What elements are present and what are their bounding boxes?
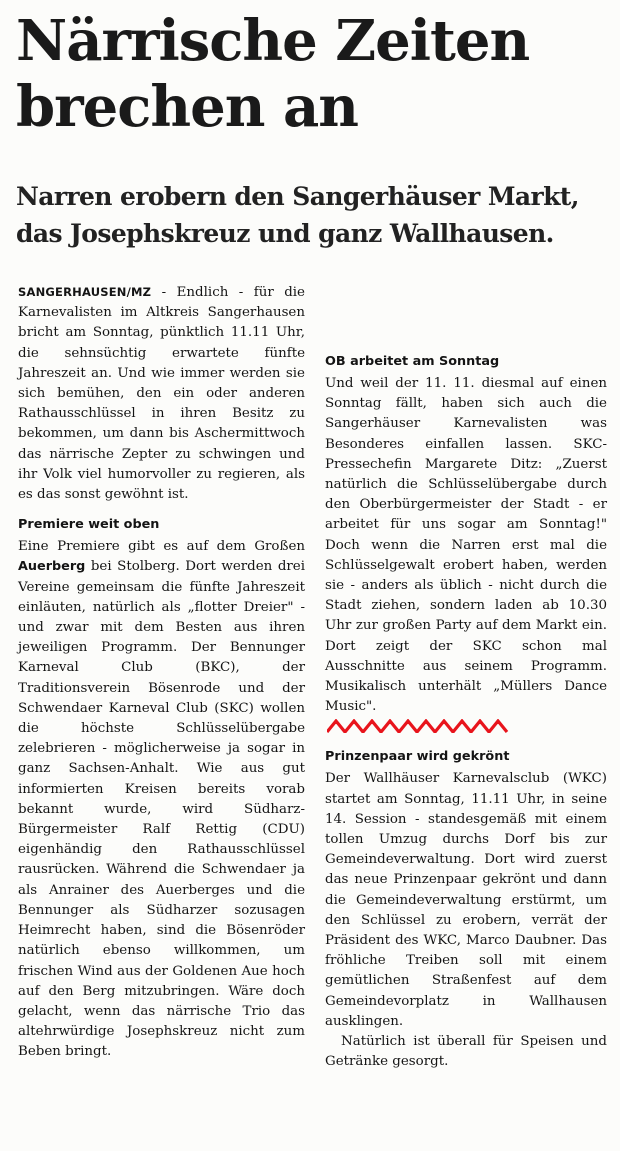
highlight-marker-row [325,717,607,737]
dateline: SANGERHAUSEN/MZ [18,285,152,299]
section-premiere-text-start: Eine Premiere gibt es auf dem Großen [18,539,305,555]
section-prinzenpaar-body: Der Wallhäuser Karnevalsclub (WKC) startet am Sonntag, 11.11 Uhr, in seine 14. Session - standesgemäß mit einem tollen Umzug durchs Dorf bis zur Gemeindeverwaltung. Dort wird zuerst das neue Prinzenpaar gekrönt und dann die Gemeindeverwaltung erstürmt, um den Schlüssel zu erobern, verrät der Präsident des WKC, Marco Daubner. Das fröhliche Treiben soll mit einem gemütlichen Straßenfest auf dem Gemeindevorplatz in Wallhausen ausklingen. [325,771,607,1029]
section-heading-prinzenpaar: Prinzenpaar wird gekrönt [325,749,510,765]
headline [16,8,616,140]
section-heading-premiere: Premiere weit oben [18,517,160,533]
headline-line-2: brechen an [16,74,358,140]
subheadline-line-1: Narren erobern den Sangerhäuser Markt, [16,182,579,211]
section-heading-ob: OB arbeitet am Sonntag [325,354,500,369]
column-continuation-space [325,282,607,342]
article-column-left [18,282,305,1063]
closing-paragraph: Natürlich ist überall für Speisen und Getränke gesorgt. [325,1034,607,1070]
section-premiere-text-rest: bei Stolberg. Dort werden drei Vereine gemeinsam die fünfte Jahreszeit einläuten, natürlich als „flotter Dreier" - und zwar mit dem Besten aus ihren jeweiligen Programm. Der Bennunger Karneval Club (BKC), der Traditionsverein Bösenrode und der Schwendaer Karneval Club (SKC) wollen die höchste Schlüsselübergabe zelebrieren - möglicherweise ja sogar in ganz Sachsen-Anhalt. Wie aus gut informierten Kreisen bereits vorab bekannt wurde, wird Südharz-Bürgermeister Ralf Rettig (CDU) eigenhändig den Rathausschlüssel rausrücken. Während die Schwendaer ja als Anrainer des Auerberges und die Bennunger als Südharzer sozusagen Heimrecht haben, sind die Bösenröder natürlich ebenso willkommen, um frischen Wind aus der Goldenen Aue hoch auf den Berg mitzubringen. Wäre doch gelacht, wenn das närrische Trio das altehrwürdige Josephskreuz nicht zum Beben bringt. [18,559,305,1060]
section-ob-body: Und weil der 11. 11. diesmal auf einen Sonntag fällt, haben sich auch die Sangerhäuser Karnevalisten was Besonderes einfallen lassen. SKC-Pressechefin Margarete Ditz: „Zuerst natürlich die Schlüsselübergabe durch den Oberbürgermeister der Stadt - er arbeitet für uns sogar am Sonntag!" Doch wenn die Narren erst mal die Schlüsselgewalt erobert haben, werden sie - anders als üblich - nicht durch die Stadt ziehen, sondern laden ab 10.30 Uhr zur großen Party auf dem Markt ein. Dort zeigt der SKC schon mal Ausschnitte aus seinem Programm. Musikalisch unterhält „Müllers Dance Music". [325,376,607,715]
article-column-right [325,282,607,1073]
red-zigzag-underline [327,719,512,733]
keyword-auerberg: Auerberg [18,559,86,575]
subheadline [16,178,616,252]
intro-paragraph [18,282,305,505]
intro-text: - Endlich - für die Karnevalisten im Altkreis Sangerhausen bricht am Sonntag, pünktlich 11.11 Uhr, die sehnsüchtig erwartete fünfte Jahreszeit an. Und wie immer werden sie sich bemühen, den ein oder anderen Rathausschlüssel in ihren Besitz zu bekommen, um dann bis Aschermittwoch das närrische Zepter zu schwingen und ihr Volk viel humorvoller zu regieren, als es das sonst gewöhnt ist. [18,285,305,503]
section-premiere-body [18,537,305,1062]
subheadline-line-2: das Josephskreuz und ganz Wallhausen. [16,219,554,248]
headline-line-1: Närrische Zeiten [16,8,530,74]
